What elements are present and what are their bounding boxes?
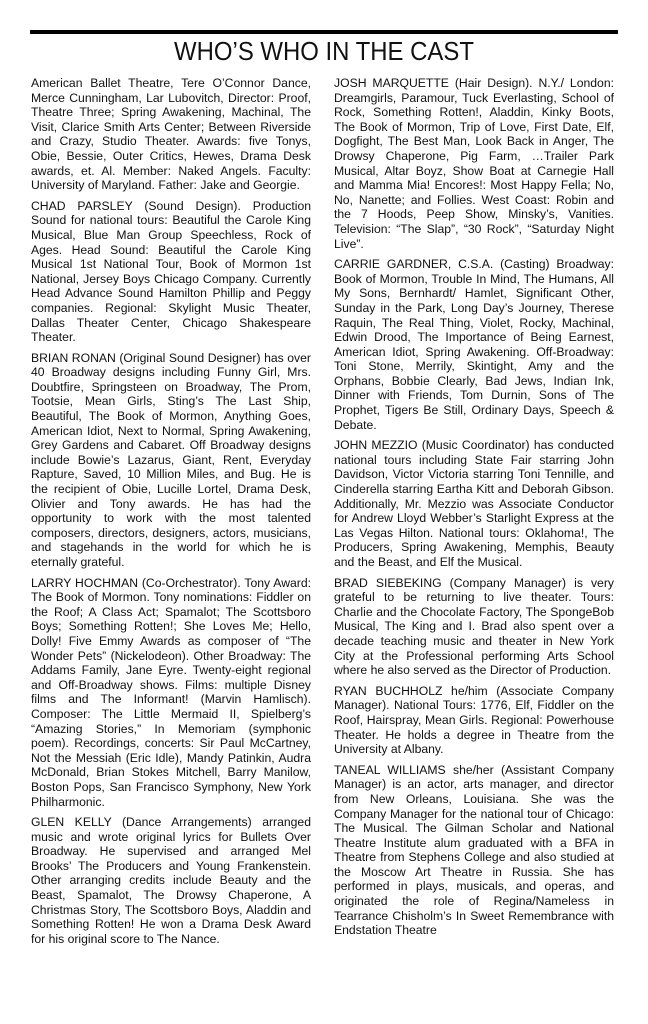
header-rule (30, 30, 618, 34)
bio-text: GLEN KELLY (Dance Arrangements) arranged music and wrote original lyrics for Bullets Over Broadway. He supervised and arranged Mel Brooks’ The Producers and Young Frankenstein. Other arranging credits include Beauty and the Beast, Spamalot, The Drowsy Chaperone, A Christmas Story, The Scottsboro Boys, Aladdin and Something Rotten! He won a Drama Desk Award for his original score to The Nance. (31, 815, 311, 946)
bio-text: CARRIE GARDNER, C.S.A. (Casting) Broadway: Book of Mormon, Trouble In Mind, The Humans, All My Sons, Bernhardt/ Hamlet, Significant Other, Sunday in the Park, Long Day’s Journey, Therese Raquin, The Real Thing, Violet, Rocky, Machinal, Edwin Drood, The Importance of Being Earnest, American Idiot, Spring Awakening. Off-Broadway: Toni Stone, Merrily, Skintight, Amy and the Orphans, Bobbie Clearly, Bad Jews, Indian Ink, Dinner with Friends, Tom Durnin, Sons of The Prophet, Tigers Be Still, Ordinary Days, Speech & Debate. (334, 257, 614, 432)
bio-entry (334, 438, 614, 569)
left-column (31, 76, 311, 952)
bio-entry (31, 76, 311, 193)
bio-entry (334, 576, 614, 678)
bio-entry (334, 684, 614, 757)
bio-text: BRAD SIEBEKING (Company Manager) is very grateful to be returning to live theater. Tours: Charlie and the Chocolate Factory, The SpongeBob Musical, The King and I. Brad also spent over a decade teaching music and theater in New York City at the Professional performing Arts School where he also served as the Director of Production. (334, 575, 614, 678)
right-column (334, 76, 614, 944)
bio-text: TANEAL WILLIAMS she/her (Assistant Company Manager) is an actor, arts manager, and director from New Orleans, Louisiana. She was the Company Manager for the national tour of Chicago: The Musical. The Gilman Scholar and National Theatre Institute alum graduated with a BFA in Theatre from Stephens College and also studied at the Moscow Art Theatre in Russia. She has performed in plays, musicals, and operas, and originated the role of Regina/Nameless in Tearrance Chisholm’s In Sweet Remembrance with Endstation Theatre (334, 762, 614, 938)
bio-entry (31, 351, 311, 570)
bio-entry (31, 815, 311, 946)
bio-entry (334, 76, 614, 251)
bio-entry (31, 576, 311, 810)
bio-text: LARRY HOCHMAN (Co-Orchestrator). Tony Award: The Book of Mormon. Tony nominations: Fiddler on the Roof; A Class Act; Spamalot; The Scottsboro Boys; Something Rotten!; She Loves Me; Hello, Dolly! Five Emmy Awards as composer of “The Wonder Pets” (Nickelodeon). Other Broadway: The Addams Family, Jane Eyre. Twenty-eight regional and Off-Broadway shows. Films: multiple Disney films and The Informant! (Marvin Hamlisch). Composer: The Little Mermaid II, Spielberg’s “Amazing Stories,” In Memoriam (symphonic poem). Recordings, concerts: Sir Paul McCartney, Not the Messiah (Eric Idle), Mandy Patinkin, Audra McDonald, Brian Stokes Mitchell, Barry Manilow, Boston Pops, San Francisco Symphony, New York Philharmonic. (31, 575, 311, 809)
bio-text: JOHN MEZZIO (Music Coordinator) has conducted national tours including State Fair starring John Davidson, Victor Victoria starring Toni Tennille, and Cinderella starring Eartha Kitt and Deborah Gibson. Additionally, Mr. Mezzio was Associate Conductor for Andrew Lloyd Webber’s Starlight Express at the Las Vegas Hilton. National tours: Oklahoma!, The Producers, Spring Awakening, Memphis, Beauty and the Beast, and Elf the Musical. (334, 438, 614, 569)
bio-text: RYAN BUCHHOLZ he/him (Associate Company Manager). National Tours: 1776, Elf, Fiddler on the Roof, Hairspray, Mean Girls. Regional: Powerhouse Theater. He holds a degree in Theatre from the University at Albany. (334, 683, 614, 757)
bio-entry (334, 257, 614, 432)
bio-text: BRIAN RONAN (Original Sound Designer) has over 40 Broadway designs including Funny Girl, Mrs. Doubtfire, Springsteen on Broadway, The Prom, Tootsie, Mean Girls, Sting’s The Last Ship, Beautiful, The Book of Mormon, Anything Goes, American Idiot, Next to Normal, Spring Awakening, Grey Gardens and Cabaret. Off Broadway designs include Bowie’s Lazarus, Giant, Rent, Everyday Rapture, Saved, 10 Million Miles, and Bug. He is the recipient of Obie, Lucille Lortel, Drama Desk, Olivier and Tony awards. He has had the opportunity to work with the most talented composers, directors, designers, actors, musicians, and stagehands in the world for which he is eternally grateful. (31, 350, 311, 569)
bio-entry (31, 199, 311, 345)
bio-entry (334, 763, 614, 938)
page-title: WHO’S WHO IN THE CAST (174, 36, 474, 66)
bio-text: American Ballet Theatre, Tere O’Connor Dance, Merce Cunningham, Lar Lubovitch, Director: Proof, Theatre Three; Spring Awakening, Machinal, The Visit, Clarice Smith Arts Center; Between Riverside and Crazy, Studio Theater. Awards: five Tonys, Obie, Bessie, Outer Critics, Hewes, Drama Desk awards, et. Al. Member: Naked Angels. Faculty: University of Maryland. Father: Jake and Georgie. (31, 76, 311, 193)
bio-text: JOSH MARQUETTE (Hair Design). N.Y./ London: Dreamgirls, Paramour, Tuck Everlasting, School of Rock, Something Rotten!, Aladdin, Kinky Boots, The Book of Mormon, Trip of Love, First Date, Elf, Dogfight, The Best Man, Look Back in Anger, The Drowsy Chaperone, Pig Farm, …Trailer Park Musical, Altar Boyz, Show Boat at Carnegie Hall and Mamma Mia! Encores!: Most Happy Fella; No, No, Nanette; and Follies. West Coast: Robin and the 7 Hoods, Peep Show, Minsky’s, Vanities. Television: “The Slap”, “30 Rock”, “Saturday Night Live”. (334, 76, 614, 251)
bio-text: CHAD PARSLEY (Sound Design). Production Sound for national tours: Beautiful the Carole King Musical, Blue Man Group Speechless, Rock of Ages. Head Sound: Beautiful the Carole King Musical 1st National Tour, Book of Mormon 1st National, Jersey Boys Chicago Company. Currently Head Advance Sound Hamilton Phillip and Peggy companies. Regional: Skylight Music Theater, Dallas Theater Center, Chicago Shakespeare Theater. (31, 198, 311, 345)
